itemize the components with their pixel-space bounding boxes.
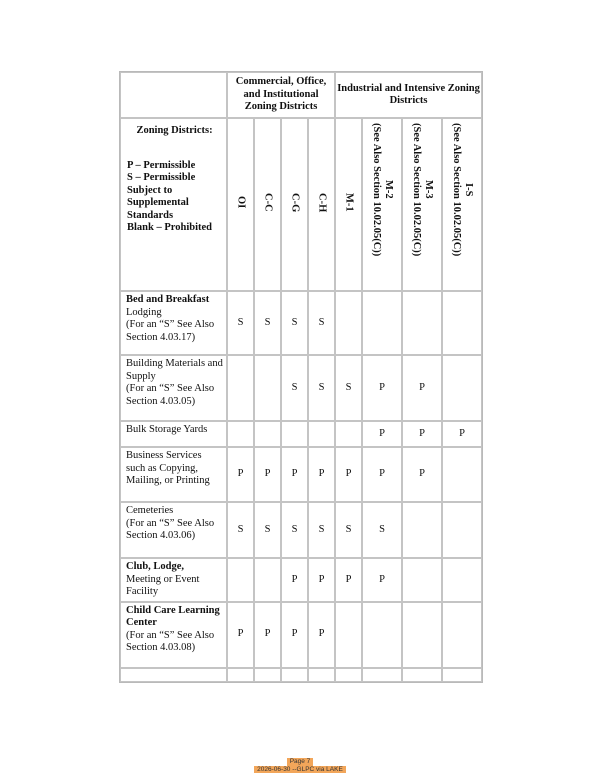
permission-cell xyxy=(362,668,402,682)
permission-cell xyxy=(335,291,362,355)
permission-cell: P xyxy=(254,447,281,502)
page-number: Page 7 xyxy=(287,758,314,766)
table-row xyxy=(120,447,482,502)
permission-cell: S xyxy=(227,291,254,355)
empty-corner-cell xyxy=(120,72,227,118)
use-name-bold: Club, Lodge, xyxy=(126,561,185,572)
permission-cell xyxy=(308,421,335,447)
permission-cell: P xyxy=(362,558,402,602)
permission-cell: P xyxy=(335,558,362,602)
use-name-bold: Bed and Breakfast xyxy=(126,294,210,305)
permission-cell xyxy=(335,668,362,682)
permission-cell xyxy=(281,668,308,682)
permission-cell: P xyxy=(308,558,335,602)
column-header-5 xyxy=(335,118,362,291)
column-header-label: M-3 (See Also Section 10.02.05(C)) xyxy=(411,123,435,257)
legend-line-permissible: P – Permissible xyxy=(127,159,196,171)
permission-cell xyxy=(254,355,281,421)
permission-cell xyxy=(227,558,254,602)
permission-cell xyxy=(402,602,442,668)
permission-cell xyxy=(254,558,281,602)
permission-cell xyxy=(362,602,402,668)
permission-cell xyxy=(254,668,281,682)
permission-cell xyxy=(362,291,402,355)
permission-cell: S xyxy=(227,502,254,558)
permission-cell xyxy=(227,668,254,682)
column-header-label: C-H xyxy=(316,192,328,212)
permission-cell: S xyxy=(281,355,308,421)
permission-cell: S xyxy=(308,502,335,558)
permission-cell xyxy=(442,602,482,668)
table-row xyxy=(120,602,482,668)
table-row xyxy=(120,668,482,682)
zoning-use-table xyxy=(119,71,483,683)
use-cell xyxy=(120,355,227,421)
permission-cell: S xyxy=(335,355,362,421)
permission-cell xyxy=(442,355,482,421)
use-description: Meeting or Event Facility xyxy=(126,573,200,597)
permission-cell: S xyxy=(254,291,281,355)
column-header-label: M-2 (See Also Section 10.02.05(C)) xyxy=(371,123,395,257)
permission-cell xyxy=(281,421,308,447)
permission-cell: P xyxy=(254,602,281,668)
permission-cell: P xyxy=(362,355,402,421)
permission-cell xyxy=(335,421,362,447)
permission-cell xyxy=(308,668,335,682)
legend-line-prohibited: Blank – Prohibited xyxy=(127,222,212,233)
column-header-8 xyxy=(442,118,482,291)
permission-cell: S xyxy=(254,502,281,558)
column-header-label: C-C xyxy=(262,192,274,212)
permission-cell: S xyxy=(362,502,402,558)
permission-cell xyxy=(402,291,442,355)
column-header-label: M-1 xyxy=(343,192,355,212)
commercial-group-header: Commercial, Office, and Institutional Zoning Districts xyxy=(227,72,335,118)
permission-cell xyxy=(335,602,362,668)
permission-cell xyxy=(442,291,482,355)
permission-cell: P xyxy=(402,355,442,421)
column-header-1 xyxy=(227,118,254,291)
permission-cell xyxy=(227,355,254,421)
use-description: Lodging (For an “S” See Also Section 4.03.17) xyxy=(126,306,215,343)
use-cell xyxy=(120,291,227,355)
permission-cell: P xyxy=(281,558,308,602)
permission-cell xyxy=(227,421,254,447)
permission-cell: P xyxy=(308,602,335,668)
use-cell xyxy=(120,421,227,447)
use-cell xyxy=(120,447,227,502)
permission-cell: P xyxy=(227,447,254,502)
permission-cell: S xyxy=(281,291,308,355)
permission-cell: P xyxy=(281,447,308,502)
column-header-label: OI xyxy=(235,196,247,209)
permission-cell: P xyxy=(227,602,254,668)
industrial-group-header: Industrial and Intensive Zoning Districts xyxy=(335,72,482,118)
use-description: Business Services such as Copying, Mailing, or Printing xyxy=(126,450,210,486)
permission-cell: P xyxy=(362,447,402,502)
permission-cell xyxy=(442,447,482,502)
permission-cell: P xyxy=(281,602,308,668)
permission-cell: P xyxy=(308,447,335,502)
column-header-7 xyxy=(402,118,442,291)
column-header-label: C-G xyxy=(289,192,301,212)
column-header-3 xyxy=(281,118,308,291)
table-row xyxy=(120,502,482,558)
use-cell xyxy=(120,602,227,668)
permission-cell: S xyxy=(335,502,362,558)
use-description: (For an “S” See Also Section 4.03.08) xyxy=(126,629,215,653)
use-cell xyxy=(120,558,227,602)
table-row xyxy=(120,421,482,447)
column-header-2 xyxy=(254,118,281,291)
permission-cell xyxy=(402,502,442,558)
legend-line-supplemental: S – Permissible Subject to Supplemental Standards xyxy=(127,172,196,221)
permission-cell xyxy=(442,668,482,682)
permission-cell: P xyxy=(335,447,362,502)
column-header-label: I-S (See Also Section 10.02.05(C)) xyxy=(451,123,475,257)
use-description: Bulk Storage Yards xyxy=(126,424,208,435)
table-row xyxy=(120,558,482,602)
permission-cell: P xyxy=(402,421,442,447)
permission-cell xyxy=(254,421,281,447)
legend-cell xyxy=(120,118,227,291)
column-header-row xyxy=(120,118,482,291)
table-row xyxy=(120,355,482,421)
use-cell xyxy=(120,668,227,682)
table-row xyxy=(120,291,482,355)
legend-title: Zoning Districts: xyxy=(136,125,213,136)
permission-cell xyxy=(442,558,482,602)
use-cell xyxy=(120,502,227,558)
permission-cell: S xyxy=(308,291,335,355)
use-description: Cemeteries (For an “S” See Also Section 4.03.06) xyxy=(126,505,215,541)
footer-stamp: 2026-06-30 --GLPC via LAKE xyxy=(254,766,346,774)
permission-cell: P xyxy=(402,447,442,502)
permission-cell: P xyxy=(442,421,482,447)
page-footer xyxy=(254,758,346,773)
group-header-row xyxy=(120,72,482,118)
permission-cell xyxy=(402,558,442,602)
column-header-6 xyxy=(362,118,402,291)
permission-cell: S xyxy=(281,502,308,558)
column-header-4 xyxy=(308,118,335,291)
permission-cell: P xyxy=(362,421,402,447)
use-description: Building Materials and Supply (For an “S” See Also Section 4.03.05) xyxy=(126,358,223,407)
use-name-bold: Child Care Learning Center xyxy=(126,604,220,628)
permission-cell xyxy=(402,668,442,682)
permission-cell xyxy=(442,502,482,558)
permission-cell: S xyxy=(308,355,335,421)
